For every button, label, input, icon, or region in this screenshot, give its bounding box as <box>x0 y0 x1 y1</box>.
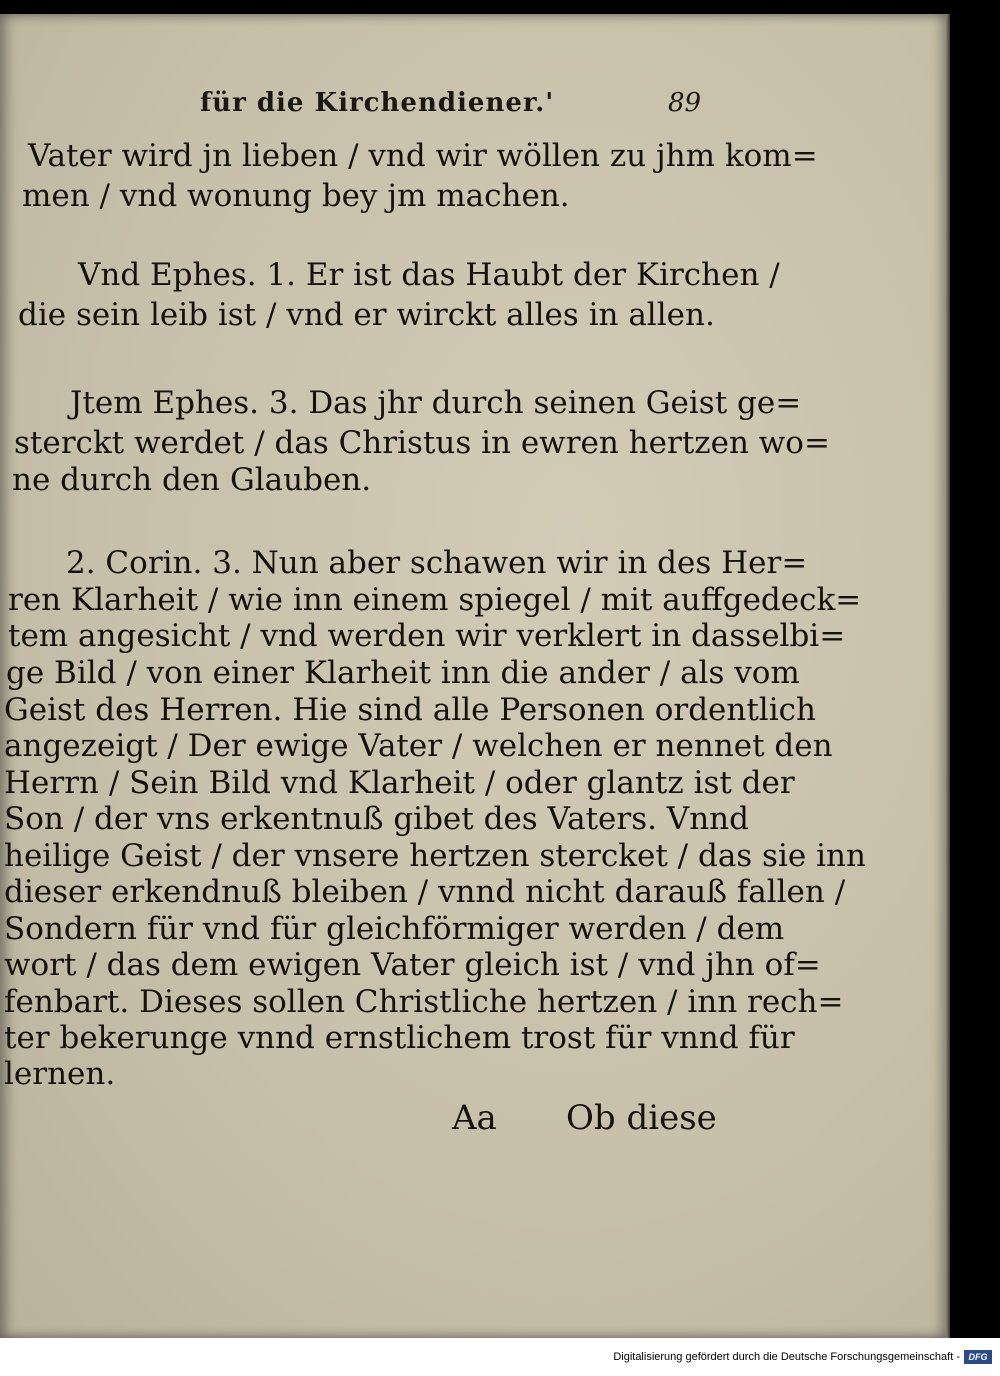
text-line: wort / das dem ewigen Vater gleich ist / vnd jhn of= <box>4 947 821 983</box>
footer-bar <box>0 1338 1000 1376</box>
text-line: ge Bild / von einer Klarheit inn die ander / als vom <box>6 655 800 691</box>
signature-mark: Aa <box>452 1098 497 1138</box>
text-line: Herrn / Sein Bild vnd Klarheit / oder glantz ist der <box>4 765 795 801</box>
text-line: heilige Geist / der vnsere hertzen stercket / das sie inn <box>4 838 866 874</box>
text-line: Son / der vns erkentnuß gibet des Vaters. Vnnd <box>4 801 749 837</box>
page-edge <box>946 14 950 1338</box>
funding-notice: Digitalisierung gefördert durch die Deutsche Forschungsgemeinschaft - <box>613 1351 960 1363</box>
text-line: men / vnd wonung bey jm machen. <box>22 178 570 214</box>
text-line: fenbart. Dieses sollen Christliche hertzen / inn rech= <box>4 984 844 1020</box>
text-line: Geist des Herren. Hie sind alle Personen ordentlich <box>4 692 816 728</box>
text-line: ne durch den Glauben. <box>12 462 372 498</box>
text-line: ren Klarheit / wie inn einem spiegel / mit auffgedeck= <box>8 582 862 618</box>
running-header: für die Kirchendiener.' <box>200 88 555 118</box>
text-line: ter bekerunge vnnd ernstlichem trost für vnnd für <box>4 1020 795 1056</box>
text-line: Vater wird jn lieben / vnd wir wöllen zu jhm kom= <box>28 138 818 174</box>
text-line: lernen. <box>4 1056 116 1092</box>
text-line: Jtem Ephes. 3. Das jhr durch seinen Geist ge= <box>70 385 802 421</box>
text-line: angezeigt / Der ewige Vater / welchen er nennet den <box>4 728 833 764</box>
dfg-logo: DFG <box>964 1350 992 1364</box>
text-line: die sein leib ist / vnd er wirckt alles in allen. <box>18 297 715 333</box>
page-number: 89 <box>668 88 702 118</box>
text-line: Vnd Ephes. 1. Er ist das Haubt der Kirchen / <box>78 257 780 293</box>
text-line: tem angesicht / vnd werden wir verklert in dasselbi= <box>8 618 846 654</box>
text-line: Sondern für vnd für gleichförmiger werden / dem <box>4 911 785 947</box>
catchword: Ob diese <box>566 1098 717 1138</box>
text-line: sterckt werdet / das Christus in ewren hertzen wo= <box>14 425 830 461</box>
text-line: 2. Corin. 3. Nun aber schawen wir in des Her= <box>66 545 808 581</box>
text-line: dieser erkendnuß bleiben / vnnd nicht darauß fallen / <box>4 874 846 910</box>
